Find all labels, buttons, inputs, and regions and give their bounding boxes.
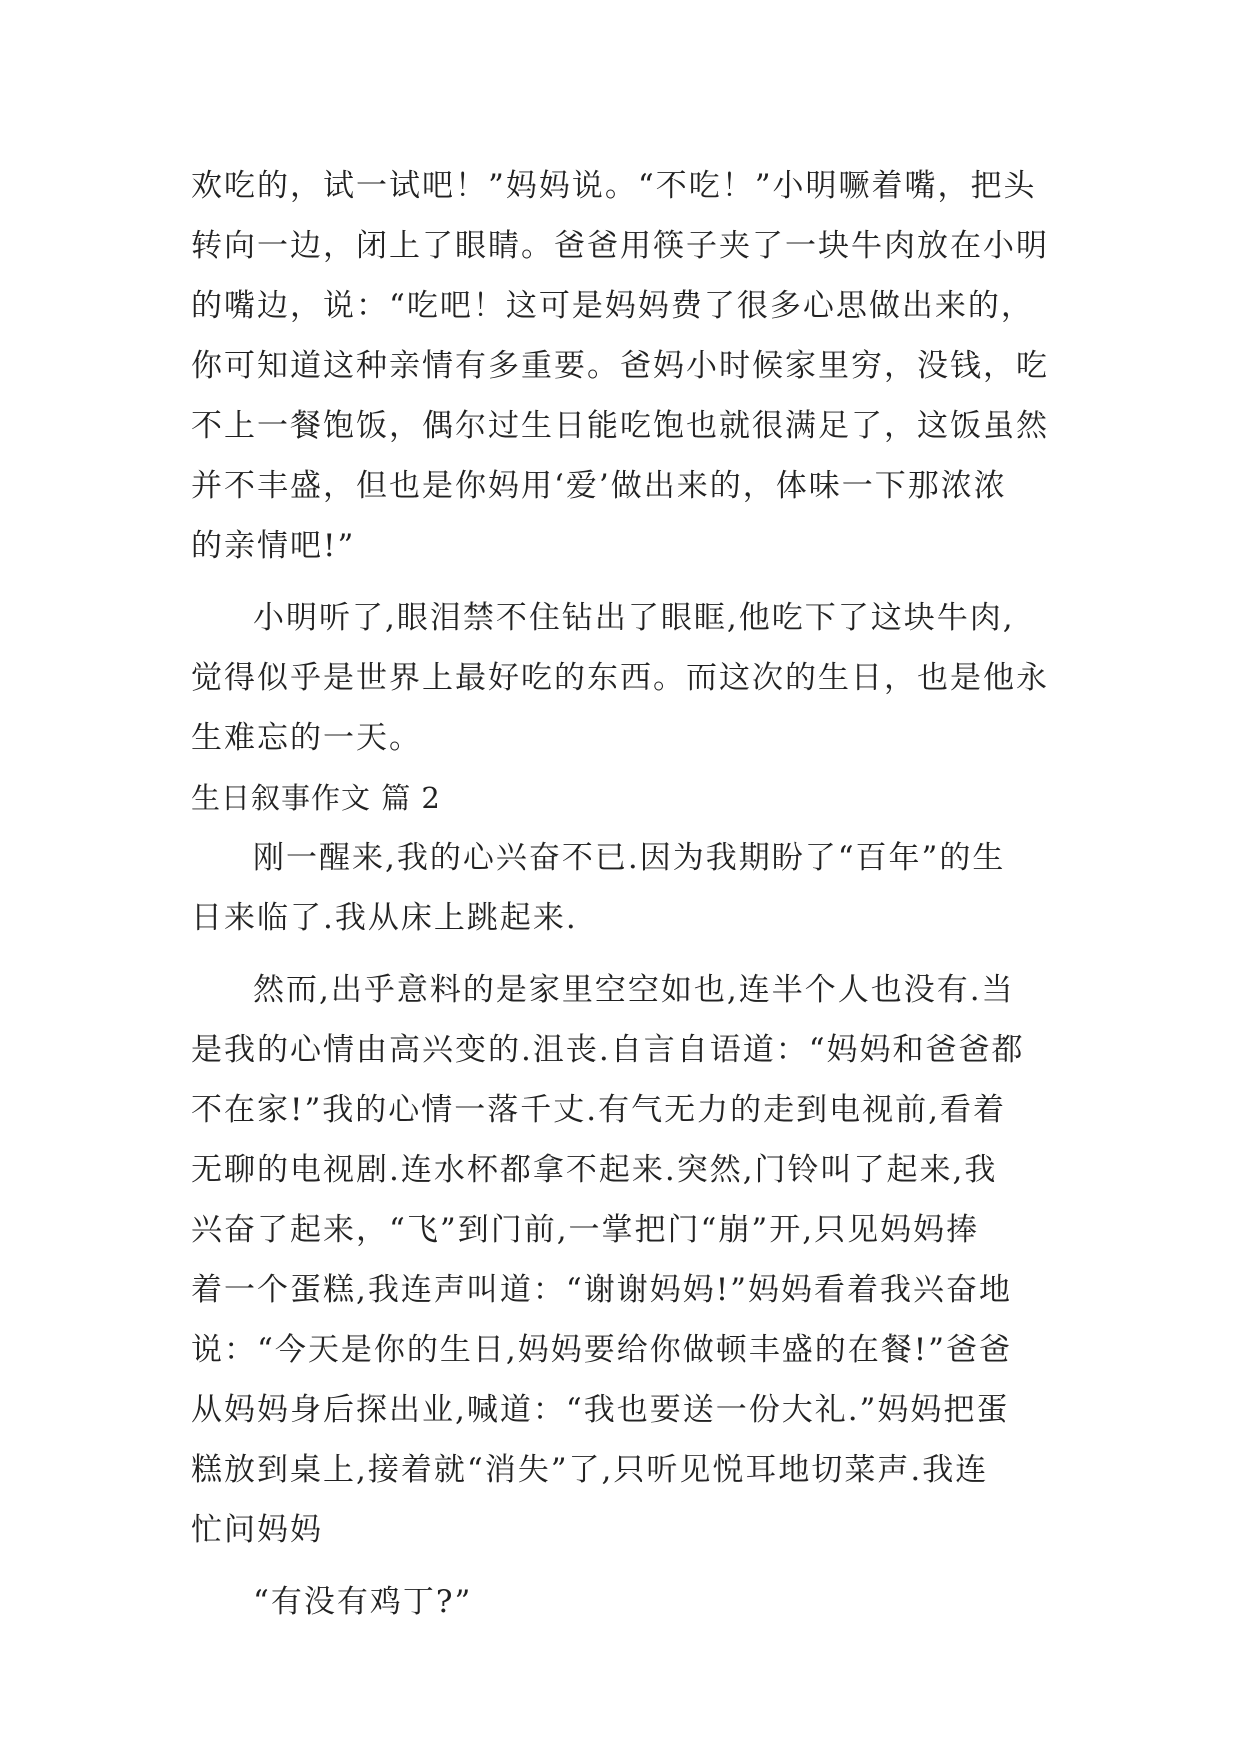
text-line: 然而,出乎意料的是家里空空如也,连半个人也没有.当 <box>253 972 1015 1008</box>
text-line: 着一个蛋糕,我连声叫道：“谢谢妈妈!”妈妈看着我兴奋地 <box>191 1272 1013 1308</box>
text-line: 的嘴边，说：“吃吧！这可是妈妈费了很多心思做出来的， <box>191 288 1034 324</box>
text-line: 忙问妈妈 <box>191 1512 323 1548</box>
text-line: 从妈妈身后探出业,喊道：“我也要送一份大礼.”妈妈把蛋 <box>191 1392 1010 1428</box>
text-line: 刚一醒来,我的心兴奋不已.因为我期盼了“百年”的生 <box>253 840 1006 876</box>
text-line: 日来临了.我从床上跳起来. <box>191 900 578 936</box>
text-line: 小明听了,眼泪禁不住钻出了眼眶,他吃下了这块牛肉, <box>253 600 1015 636</box>
paragraph <box>191 588 1051 768</box>
text-line: 转向一边，闭上了眼睛。爸爸用筷子夹了一块牛肉放在小明 <box>191 228 1049 264</box>
text-line: 不上一餐饱饭，偶尔过生日能吃饱也就很满足了，这饭虽然 <box>191 408 1049 444</box>
text-line: 糕放到桌上,接着就“消失”了,只听见悦耳地切菜声.我连 <box>191 1452 989 1488</box>
text-line: 你可知道这种亲情有多重要。爸妈小时候家里穷，没钱，吃 <box>191 348 1049 384</box>
paragraph-gap <box>191 1560 1051 1572</box>
text-line: 不在家!”我的心情一落千丈.有气无力的走到电视前,看着 <box>191 1092 1007 1128</box>
paragraph <box>191 1572 1051 1632</box>
section-heading: 生日叙事作文 篇 2 <box>191 781 441 815</box>
paragraph <box>191 156 1051 576</box>
text-line: 觉得似乎是世界上最好吃的东西。而这次的生日，也是他永 <box>191 660 1049 696</box>
text-line: “有没有鸡丁?” <box>253 1584 473 1620</box>
text-line: 生难忘的一天。 <box>191 720 422 756</box>
text-line: 并不丰盛，但也是你妈用‘爱’做出来的，体味一下那浓浓 <box>191 468 1007 504</box>
paragraph-gap <box>191 948 1051 960</box>
text-line: 无聊的电视剧.连水杯都拿不起来.突然,门铃叫了起来,我 <box>191 1152 998 1188</box>
paragraph <box>191 960 1051 1560</box>
text-line: 欢吃的，试一试吧！”妈妈说。“不吃！”小明噘着嘴，把头 <box>191 168 1037 204</box>
text-line: 说：“今天是你的生日,妈妈要给你做顿丰盛的在餐!”爸爸 <box>191 1332 1013 1368</box>
document-page <box>191 156 1051 1632</box>
text-line: 的亲情吧!” <box>191 528 356 564</box>
paragraph-gap <box>191 576 1051 588</box>
text-line: 是我的心情由高兴变的.沮丧.自言自语道：“妈妈和爸爸都 <box>191 1032 1025 1068</box>
paragraph <box>191 828 1051 948</box>
text-line: 兴奋了起来，“飞”到门前,一掌把门“崩”开,只见妈妈捧 <box>191 1212 980 1248</box>
